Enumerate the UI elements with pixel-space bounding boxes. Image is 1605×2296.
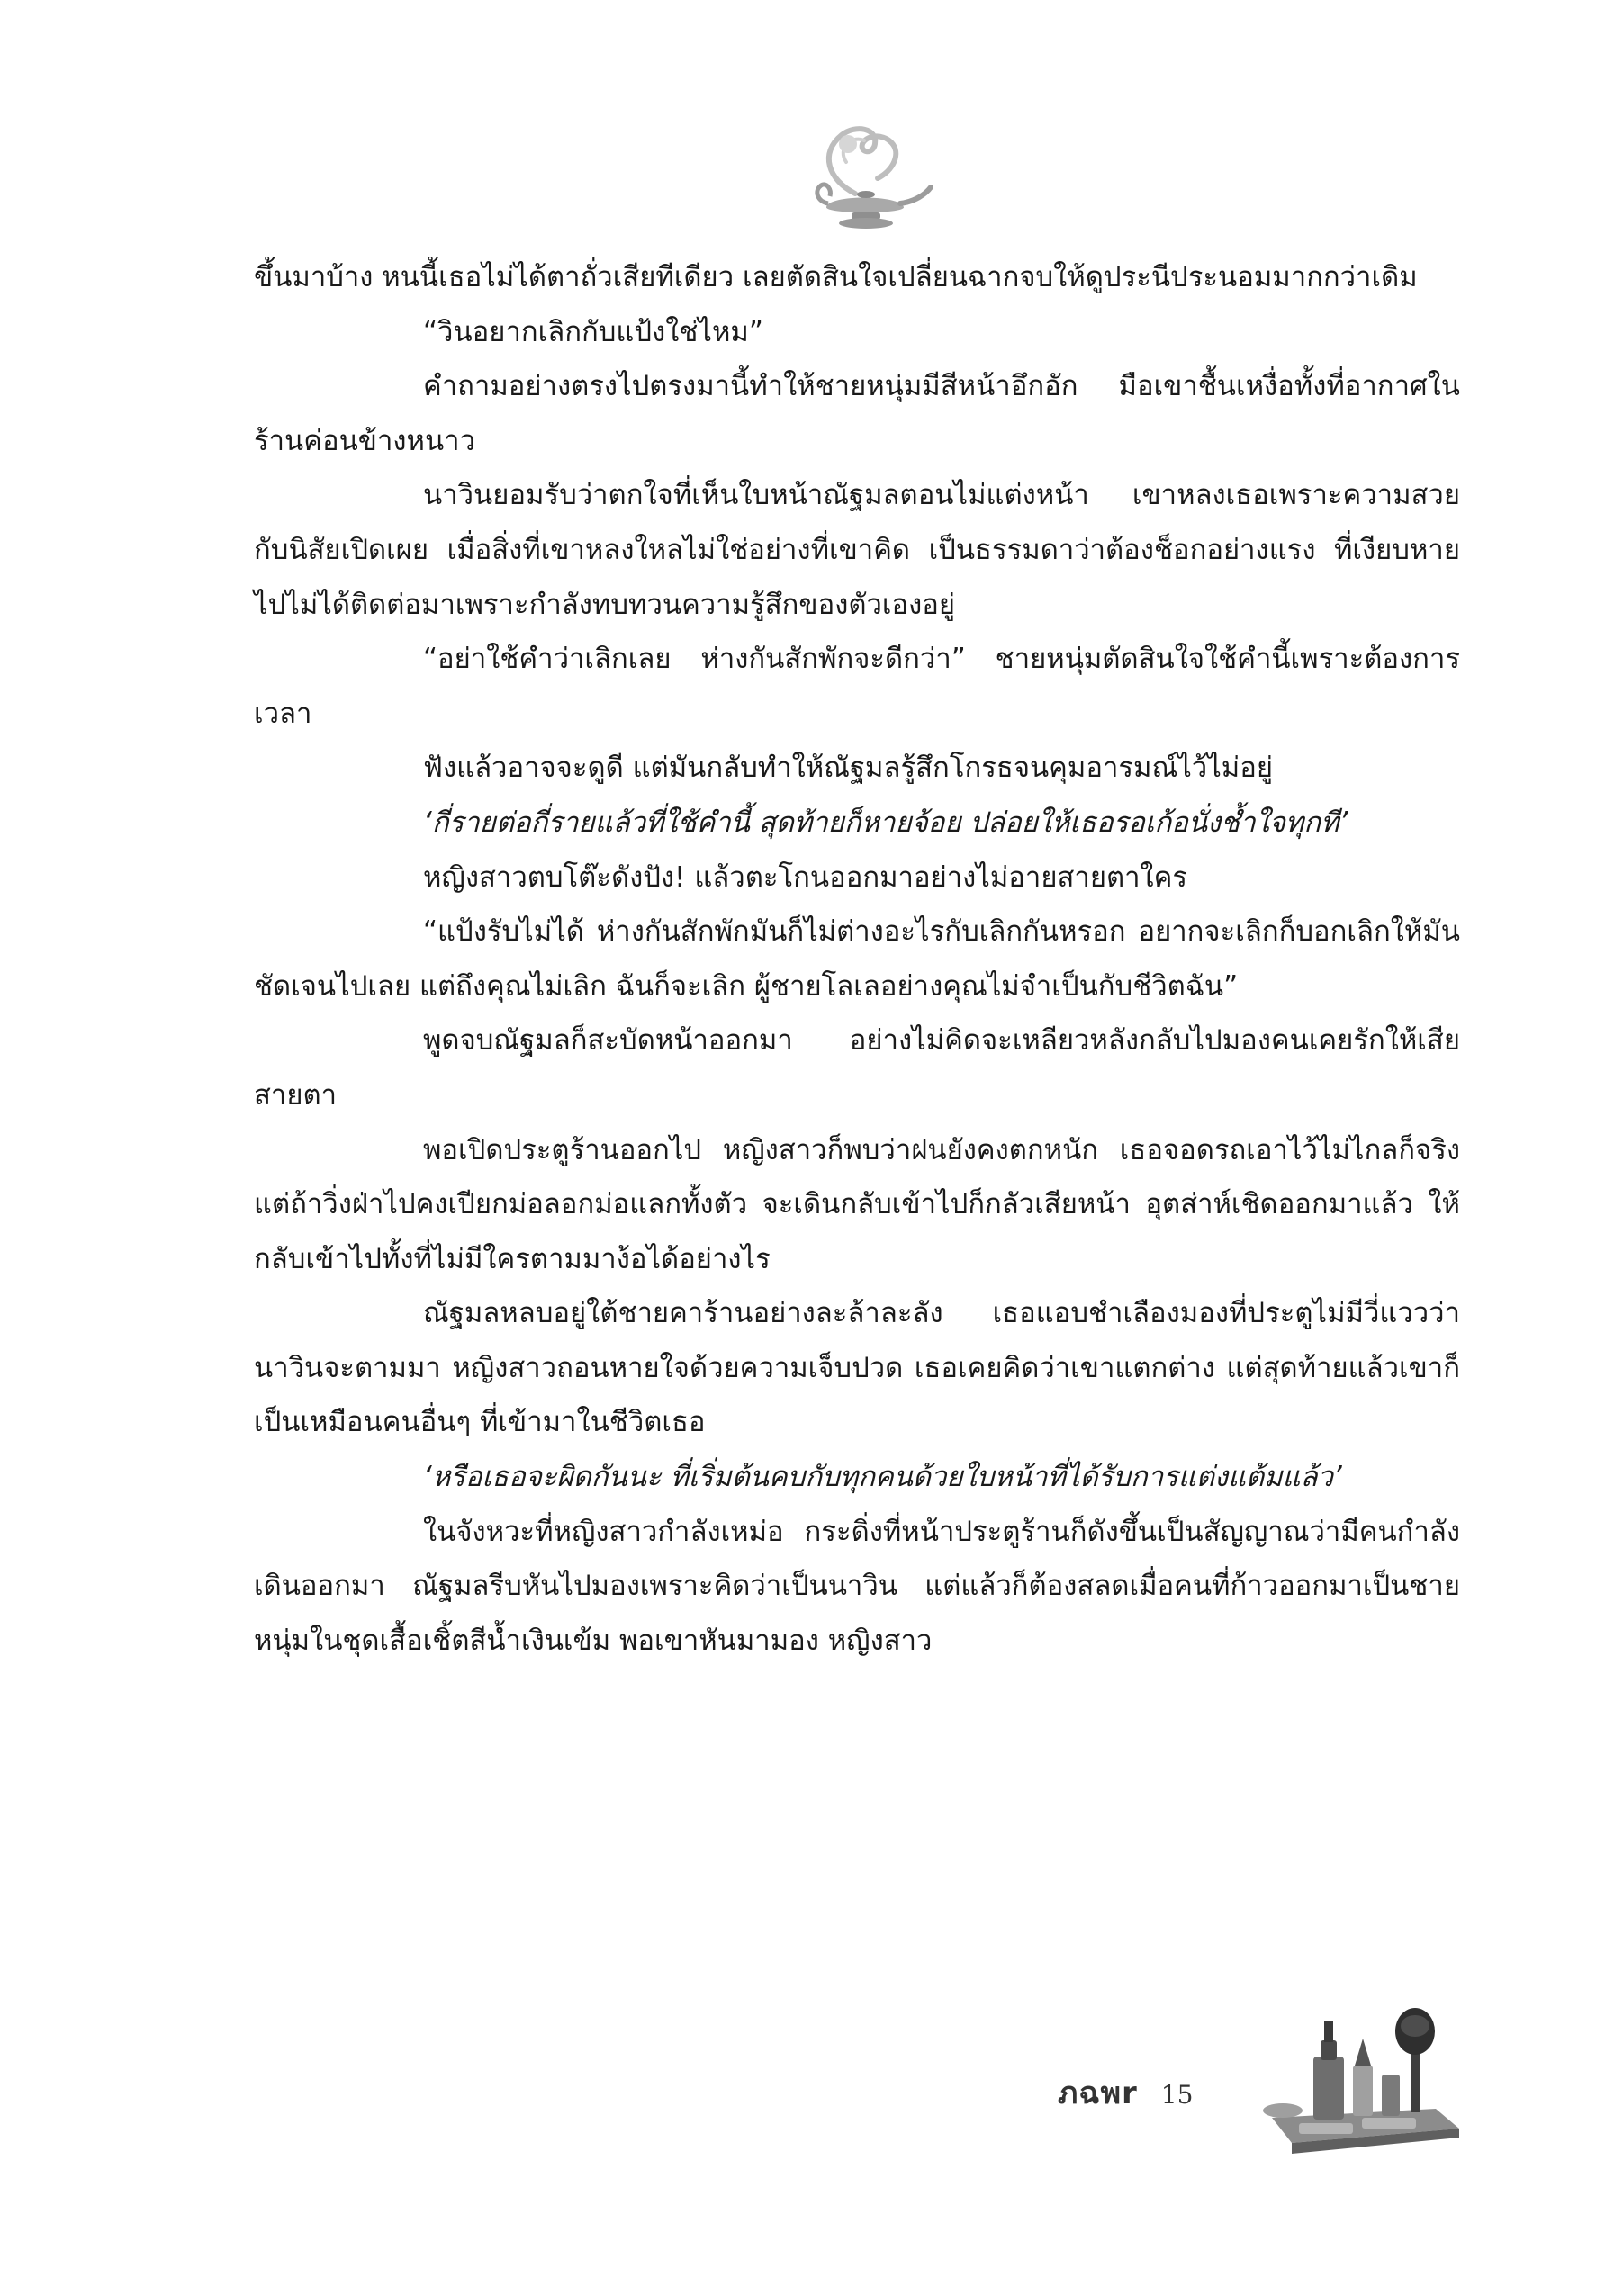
page-body-text: [254, 250, 1460, 1668]
genie-lamp-icon: [792, 108, 936, 243]
cosmetics-icon: [1256, 2003, 1472, 2160]
paragraph: นาวินยอมรับว่าตกใจที่เห็นใบหน้าณัฐมลตอนไม่แต่งหน้า เขาหลงเธอเพราะความสวยกับนิสัยเปิดเผย เมื่อสิ่งที่เขาหลงใหลไม่ใช่อย่างที่เขาคิด เป็นธรรมดาว่าต้องช็อกอย่างแรง ที่เงียบหายไปไม่ได้ติดต่อมาเพราะกำลังทบทวนความรู้สึกของตัวเองอยู่: [254, 479, 1460, 621]
inner-thought-paragraph: ‘กี่รายต่อกี่รายแล้วที่ใช้คำนี้ สุดท้ายก็หายจ้อย ปล่อยให้เธอรอเก้อนั่งช้ำใจทุกที’: [423, 806, 1348, 839]
paragraph: “แป้งรับไม่ได้ ห่างกันสักพักมันก็ไม่ต่างอะไรกับเลิกกันหรอก อยากจะเลิกก็บอกเลิกให้มันชัดเจนไปเลย แต่ถึงคุณไม่เลิก ฉันก็จะเลิก ผู้ชายโลเลอย่างคุณไม่จำเป็นกับชีวิตฉัน”: [254, 915, 1460, 1003]
paragraph: “วินอยากเลิกกับแป้งใช่ไหม”: [423, 315, 763, 348]
paragraph: หญิงสาวตบโต๊ะดังปัง! แล้วตะโกนออกมาอย่างไม่อายสายตาใคร: [423, 860, 1188, 894]
page-number: 15: [1160, 2080, 1194, 2110]
paragraph: ในจังหวะที่หญิงสาวกำลังเหม่อ กระดิ่งที่หน้าประตูร้านก็ดังขึ้นเป็นสัญญาณว่ามีคนกำลังเดินออกมา ณัฐมลรีบหันไปมองเพราะคิดว่าเป็นนาวิน แต่แล้วก็ต้องสลดเมื่อคนที่ก้าวออกมาเป็นชายหนุ่มในชุดเสื้อเชิ้ตสีน้ำเงินเข้ม พอเขาหันมามอง หญิงสาว: [254, 1515, 1460, 1657]
paragraph: พอเปิดประตูร้านออกไป หญิงสาวก็พบว่าฝนยังคงตกหนัก เธอจอดรถเอาไว้ไม่ไกลก็จริง แต่ถ้าวิ่งฝ่าไปคงเปียกม่อลอกม่อแลกทั้งตัว จะเดินกลับเข้าไปก็กลัวเสียหน้า อุตส่าห์เชิดออกมาแล้ว ให้กลับเข้าไปทั้งที่ไม่มีใครตามมาง้อได้อย่างไร: [254, 1133, 1460, 1275]
book-title: ภฉพr: [1058, 2075, 1138, 2111]
paragraph: คำถามอย่างตรงไปตรงมานี้ทำให้ชายหนุ่มมีสีหน้าอึกอัก มือเขาชื้นเหงื่อทั้งที่อากาศในร้านค่อนข้างหนาว: [254, 370, 1460, 457]
page-footer: [1058, 2068, 1193, 2113]
paragraph: “อย่าใช้คำว่าเลิกเลย ห่างกันสักพักจะดีกว่า” ชายหนุ่มตัดสินใจใช้คำนี้เพราะต้องการเวลา: [254, 643, 1460, 730]
inner-thought-paragraph: ‘หรือเธอจะผิดกันนะ ที่เริ่มต้นคบกับทุกคนด้วยใบหน้าที่ได้รับการแต่งแต้มแล้ว’: [423, 1461, 1342, 1494]
paragraph: พูดจบณัฐมลก็สะบัดหน้าออกมา อย่างไม่คิดจะเหลียวหลังกลับไปมองคนเคยรักให้เสียสายตา: [254, 1024, 1460, 1112]
paragraph: ขึ้นมาบ้าง หนนี้เธอไม่ได้ตาถั่วเสียทีเดียว เลยตัดสินใจเปลี่ยนฉากจบให้ดูประนีประนอมมากกว่าเดิม: [254, 261, 1418, 293]
paragraph: ฟังแล้วอาจจะดูดี แต่มันกลับทำให้ณัฐมลรู้สึกโกรธจนคุมอารมณ์ไว้ไม่อยู่: [423, 752, 1274, 785]
paragraph: ณัฐมลหลบอยู่ใต้ชายคาร้านอย่างละล้าละลัง เธอแอบชำเลืองมองที่ประตูไม่มีวี่แววว่านาวินจะตามมา หญิงสาวถอนหายใจด้วยความเจ็บปวด เธอเคยคิดว่าเขาแตกต่าง แต่สุดท้ายแล้วเขาก็เป็นเหมือนคนอื่นๆ ที่เข้ามาในชีวิตเธอ: [254, 1297, 1460, 1439]
